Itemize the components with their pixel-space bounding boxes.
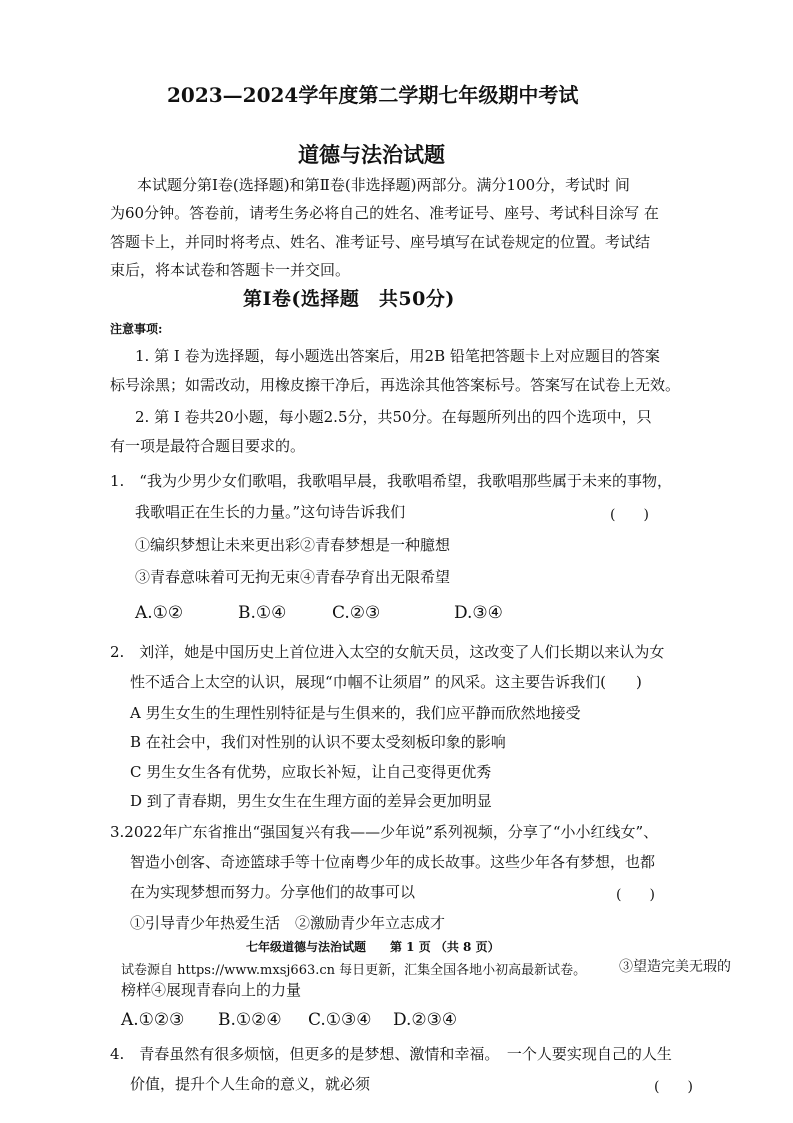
q3-stem-line-2: 智造小创客、奇迹篮球手等十位南粤少年的成长故事。这些少年各有梦想，也都 (130, 853, 656, 871)
q1-item-line-1: ①编织梦想让未来更出彩②青春梦想是一种臆想 (135, 536, 451, 554)
exam-title: 2023—2024学年度第二学期七年级期中考试 (167, 83, 579, 107)
q1-item-line-2: ③青春意味着可无拘无束④青春孕育出无限希望 (135, 568, 451, 586)
source-note: 试卷源自 https://www.mxsj663.cn 每日更新，汇集全国各地小初高最新试卷。 (121, 963, 587, 978)
q3-option-a: A.①②③ (121, 1010, 185, 1030)
q4-stem-line-1: 4. 青春虽然有很多烦恼，但更多的是梦想、激情和幸福。 一个人要实现自己的人生 (110, 1045, 672, 1063)
q3-answer-paren: ( ) (616, 887, 655, 903)
intro-line-2: 为60分钟。答卷前，请考生务必将自己的姓名、准考证号、座号、考试科目涂写 在 (110, 204, 659, 222)
q3-item-line-2-tail: ③望造完美无瑕的 (619, 959, 731, 975)
subject-title: 道德与法治试题 (298, 142, 445, 167)
q2-stem-line-2: 性不适合上太空的认识，展现“巾帼不让须眉” 的风采。这主要告诉我们( ) (130, 673, 642, 691)
notice-line-3: 2. 第 Ⅰ 卷共20小题，每小题2.5分，共50分。在每题所列出的四个选项中，只 (135, 408, 652, 426)
q1-option-c: C.②③ (332, 603, 381, 623)
notice-heading: 注意事项: (110, 322, 163, 336)
q2-option-b: B 在社会中，我们对性别的认识不要太受刻板印象的影响 (130, 733, 506, 751)
notice-line-1: 1. 第 Ⅰ 卷为选择题，每小题选出答案后，用2B 铅笔把答题卡上对应题目的答案 (135, 347, 660, 365)
q1-option-b: B.①④ (238, 603, 287, 623)
q1-stem-line-1: 1. “我为少男少女们歌唱，我歌唱早晨，我歌唱希望，我歌唱那些属于未来的事物， (110, 472, 672, 490)
q1-option-d: D.③④ (454, 603, 503, 623)
q3-stem-line-3: 在为实现梦想而努力。分享他们的故事可以 (130, 883, 416, 901)
q3-option-b: B.①②④ (218, 1010, 282, 1030)
q2-option-d: D 到了青春期，男生女生在生理方面的差异会更加明显 (130, 792, 492, 810)
intro-line-4: 束后，将本试卷和答题卡一并交回。 (110, 261, 351, 279)
q4-answer-paren: ( ) (654, 1079, 693, 1095)
q3-option-c: C.①③④ (308, 1010, 372, 1030)
q3-item-line-3: 榜样④展现青春向上的力量 (121, 981, 302, 999)
section-title: 第Ⅰ卷(选择题 共50分) (243, 288, 455, 310)
q3-option-d: D.②③④ (393, 1010, 458, 1030)
notice-line-2: 标号涂黑；如需改动，用橡皮擦干净后，再选涂其他答案标号。答案写在试卷上无效。 (110, 376, 681, 394)
q1-option-a: A.①② (135, 603, 184, 623)
intro-line-1: 本试题分第Ⅰ卷(选择题)和第Ⅱ卷(非选择题)两部分。满分100分，考试时 间 (137, 176, 630, 194)
q3-item-line-1: ①引导青少年热爱生活 ②激励青少年立志成才 (130, 914, 446, 932)
notice-line-4: 有一项是最符合题目要求的。 (110, 437, 306, 455)
q1-stem-line-2: 我歌唱正在生长的力量。”这句诗告诉我们 (135, 503, 406, 521)
q2-option-c: C 男生女生各有优势，应取长补短，让自己变得更优秀 (130, 763, 492, 781)
q1-answer-paren: ( ) (610, 507, 649, 523)
q3-stem-line-1: 3.2022年广东省推出“强国复兴有我——少年说”系列视频，分享了“小小红线女”、 (110, 823, 659, 841)
q2-option-a: A 男生女生的生理性别特征是与生俱来的，我们应平静而欣然地接受 (130, 704, 581, 722)
q4-stem-line-2: 价值，提升个人生命的意义，就必须 (130, 1075, 371, 1093)
page-footer: 七年级道德与法治试题 第 1 页 （共 8 页） (246, 940, 500, 954)
intro-line-3: 答题卡上，并同时将考点、姓名、准考证号、座号填写在试卷规定的位置。考试结 (110, 233, 651, 251)
q2-stem-line-1: 2. 刘洋，她是中国历史上首位进入太空的女航天员，这改变了人们长期以来认为女 (110, 643, 665, 661)
